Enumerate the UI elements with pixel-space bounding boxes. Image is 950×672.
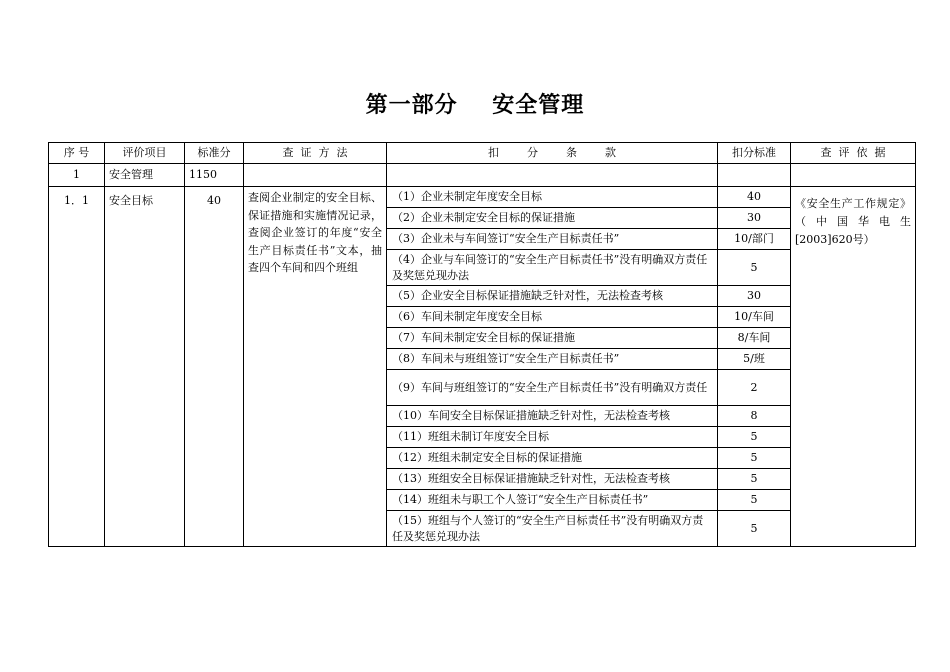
clause-text: （3）企业未与车间签订“安全生产目标责任书” [387, 229, 718, 250]
clause-text: （15）班组与个人签订的“安全生产目标责任书”没有明确双方责任及奖惩兑现办法 [387, 511, 718, 547]
clause-text: （7）车间未制定安全目标的保证措施 [387, 328, 718, 349]
level1-basis-empty [791, 164, 916, 187]
header-method: 查 证 方 法 [244, 143, 387, 164]
clause-text: （1）企业未制定年度安全目标 [387, 187, 718, 208]
deduction-value: 5/班 [718, 349, 791, 370]
deduction-value: 8 [718, 406, 791, 427]
level1-method-empty [244, 164, 387, 187]
clause-text: （4）企业与车间签订的“安全生产目标责任书”没有明确双方责任及奖惩兑现办法 [387, 250, 718, 286]
clause-text: （6）车间未制定年度安全目标 [387, 307, 718, 328]
clause-text: （14）班组未与职工个人签订“安全生产目标责任书” [387, 490, 718, 511]
deduction-value: 30 [718, 286, 791, 307]
header-deduction: 扣分标准 [718, 143, 791, 164]
level1-score: 1150 [185, 164, 244, 187]
section-item: 安全目标 [105, 187, 185, 547]
level1-item: 安全管理 [105, 164, 185, 187]
deduction-value: 30 [718, 208, 791, 229]
clause-text: （12）班组未制定安全目标的保证措施 [387, 448, 718, 469]
header-standard-score: 标准分 [185, 143, 244, 164]
clause-text: （11）班组未制订年度安全目标 [387, 427, 718, 448]
header-seq: 序 号 [49, 143, 105, 164]
header-clauses: 扣 分 条 款 [387, 143, 718, 164]
evaluation-table [48, 142, 916, 547]
deduction-value: 5 [718, 469, 791, 490]
deduction-value: 5 [718, 448, 791, 469]
section-score: 40 [185, 187, 244, 547]
header-item: 评价项目 [105, 143, 185, 164]
clause-text: （2）企业未制定安全目标的保证措施 [387, 208, 718, 229]
table-row [49, 187, 916, 208]
header-basis: 查 评 依 据 [791, 143, 916, 164]
deduction-value: 2 [718, 370, 791, 406]
deduction-value: 8/车间 [718, 328, 791, 349]
clause-text: （13）班组安全目标保证措施缺乏针对性，无法检查考核 [387, 469, 718, 490]
level1-clause-empty [387, 164, 718, 187]
section-seq: 1．1 [49, 187, 105, 547]
level1-seq: 1 [49, 164, 105, 187]
deduction-value: 5 [718, 511, 791, 547]
level1-deduct-empty [718, 164, 791, 187]
table-row-level1 [49, 164, 916, 187]
deduction-value: 40 [718, 187, 791, 208]
section-basis: 《安全生产工作规定》（中国华电生[2003]620号） [791, 187, 916, 547]
clause-text: （10）车间安全目标保证措施缺乏针对性，无法检查考核 [387, 406, 718, 427]
page-title: 第一部分 安全管理 [365, 93, 585, 118]
clause-text: （5）企业安全目标保证措施缺乏针对性，无法检查考核 [387, 286, 718, 307]
deduction-value: 5 [718, 490, 791, 511]
deduction-value: 5 [718, 427, 791, 448]
header-row [49, 143, 916, 164]
clause-text: （8）车间未与班组签订“安全生产目标责任书” [387, 349, 718, 370]
deduction-value: 10/部门 [718, 229, 791, 250]
deduction-value: 10/车间 [718, 307, 791, 328]
deduction-value: 5 [718, 250, 791, 286]
section-method: 查阅企业制定的安全目标、保证措施和实施情况记录，查阅企业签订的年度“安全生产目标责任书”文本，抽查四个车间和四个班组 [244, 187, 387, 547]
clause-text: （9）车间与班组签订的“安全生产目标责任书”没有明确双方责任 [387, 370, 718, 406]
